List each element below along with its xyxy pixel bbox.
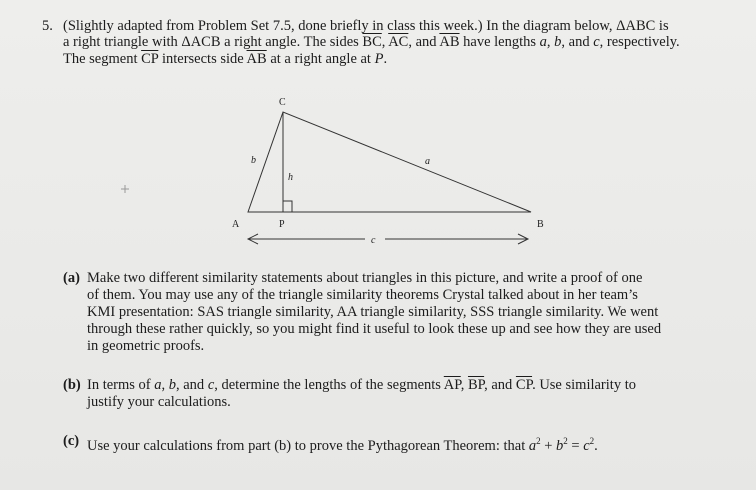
segment-ab: $\overline{AB}$ <box>439 34 460 50</box>
problem-number: 5. <box>42 18 53 34</box>
vertex-label-b: B <box>537 219 544 230</box>
segment-cp: $\overline{CP}$ <box>141 51 159 67</box>
part-a-line-4: through these rather quickly, so you might find it useful to look these up and see how they are used <box>87 321 662 337</box>
side-label-a: a <box>425 156 430 167</box>
segment-ac: $\overline{AC}$ <box>388 34 409 50</box>
segment-bc: $\overline{BC}$ <box>362 34 382 50</box>
segment-bp: $\overline{BP}$ <box>467 377 485 393</box>
part-b-line-1: In terms of a, b, and c, determine the lengths of the segments $\overline{AP}$, $\overline{BP}$, and $\overline{CP}$. Use similarity to <box>87 377 636 393</box>
vertex-label-p: P <box>279 219 285 230</box>
problem-line-1: (Slightly adapted from Problem Set 7.5, done briefly in class this week.) In the diagram below, ΔABC is <box>63 18 669 34</box>
altitude-label-h: h <box>288 172 293 183</box>
part-a-line-5: in geometric proofs. <box>87 338 205 354</box>
part-b-tag: (b) <box>63 377 81 393</box>
problem-line-3: The segment $\overline{CP}$ intersects side $\overline{AB}$ at a right angle at P. <box>63 51 388 67</box>
part-a-tag: (a) <box>63 270 80 286</box>
side-label-b: b <box>251 155 256 166</box>
part-a-line-2: of them. You may use any of the triangle similarity theorems Crystal talked about in her team’s <box>87 287 638 303</box>
part-b-line-2: justify your calculations. <box>87 394 231 410</box>
vertex-label-c: C <box>279 97 286 108</box>
problem-line-2: a right triangle with ΔACB a right angle. The sides $\overline{BC}$, $\overline{AC}$, and $\overline{AB}$ have lengths a, b, and c, respectively. <box>63 34 680 50</box>
segment-ap: $\overline{AP}$ <box>443 377 461 393</box>
triangle-abc <box>248 112 531 212</box>
part-a-line-3: KMI presentation: SAS triangle similarity, AA triangle similarity, SSS triangle similarity. We went <box>87 304 659 320</box>
part-c-line: Use your calculations from part (b) to prove the Pythagorean Theorem: that $a^2 + b^2 = c^2$. <box>87 436 598 454</box>
side-label-c: c <box>371 235 376 246</box>
part-a-line-1: Make two different similarity statements about triangles in this picture, and write a proof of one <box>87 270 643 286</box>
part-c-tag: (c) <box>63 433 80 449</box>
right-angle-marker <box>283 201 292 212</box>
vertex-label-a: A <box>232 219 240 230</box>
